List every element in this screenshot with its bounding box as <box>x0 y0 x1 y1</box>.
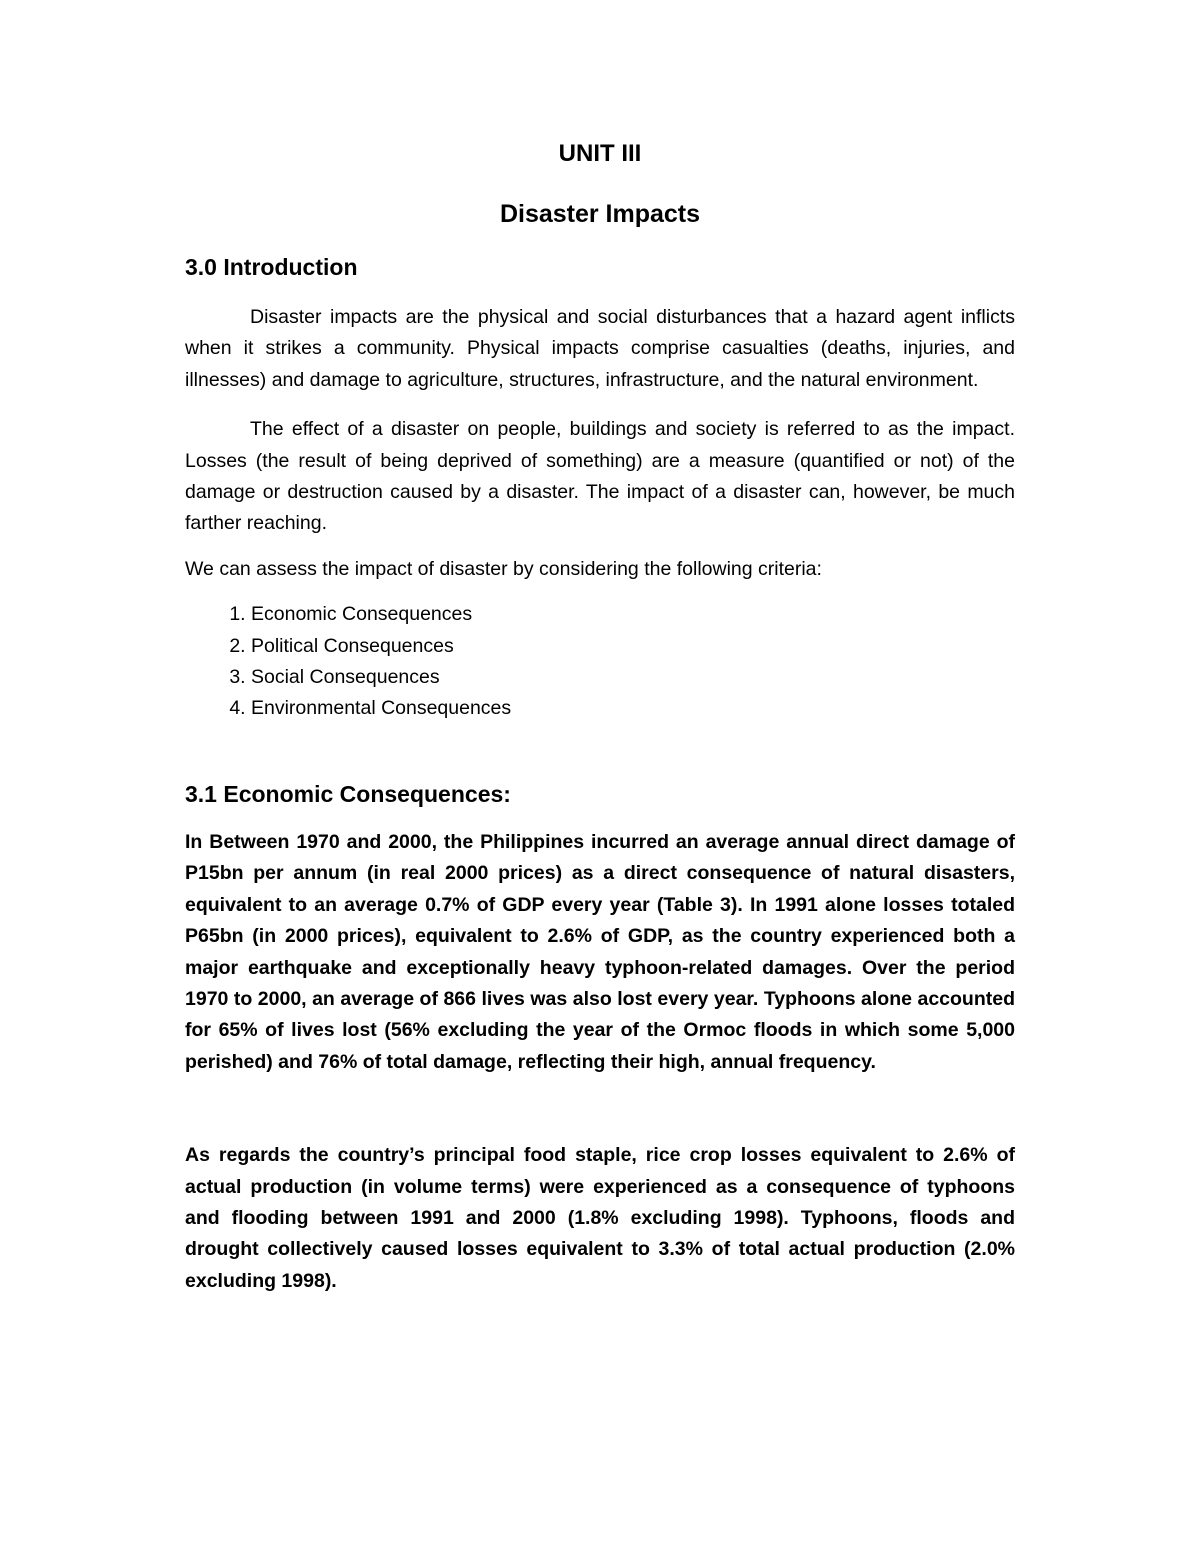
list-item: 3. Social Consequences <box>251 662 1015 693</box>
economic-paragraph-1: In Between 1970 and 2000, the Philippines incurred an average annual direct damage of P15bn per annum (in real 2000 prices) as a direct consequence of natural disasters, equivalent to an average 0.7% of GDP every year (Table 3). In 1991 alone losses totaled P65bn (in 2000 prices), equivalent to 2.6% of GDP, as the country experienced both a major earthquake and exceptionally heavy typhoon-related damages. Over the period 1970 to 2000, an average of 866 lives was also lost every year. Typhoons alone accounted for 65% of lives lost (56% excluding the year of the Ormoc floods in which some 5,000 perished) and 76% of total damage, reflecting their high, annual frequency. <box>185 830 1015 1073</box>
list-item: 2. Political Consequences <box>251 631 1015 662</box>
criteria-list <box>185 599 1015 725</box>
intro-paragraph-2: The effect of a disaster on people, buildings and society is referred to as the impact. Losses (the result of being deprived of something) are a measure (quantified or not) of the damage or destruction caused by a disaster. The impact of a disaster can, however, be much farther reaching. <box>185 418 1015 535</box>
introduction-heading: 3.0 Introduction <box>185 254 358 280</box>
criteria-lead-in: We can assess the impact of disaster by considering the following criteria: <box>185 557 822 580</box>
list-item: 4. Environmental Consequences <box>251 693 1015 724</box>
economic-paragraph-2: As regards the country’s principal food staple, rice crop losses equivalent to 2.6% of actual production (in volume terms) were experienced as a consequence of typhoons and flooding between 1991 and 2000 (1.8% excluding 1998). Typhoons, floods and drought collectively caused losses equivalent to 3.3% of total actual production (2.0% excluding 1998). <box>185 1144 1015 1292</box>
economic-heading: 3.1 Economic Consequences: <box>185 780 511 807</box>
list-item: 1. Economic Consequences <box>251 599 1015 630</box>
intro-paragraph-1: Disaster impacts are the physical and social disturbances that a hazard agent inflicts when it strikes a community. Physical impacts comprise casualties (deaths, injuries, and illnesses) and damage to agriculture, structures, infrastructure, and the natural environment. <box>185 306 1015 391</box>
document-page <box>185 136 1015 1297</box>
unit-label: UNIT III <box>558 140 642 167</box>
page-title: Disaster Impacts <box>499 200 701 228</box>
